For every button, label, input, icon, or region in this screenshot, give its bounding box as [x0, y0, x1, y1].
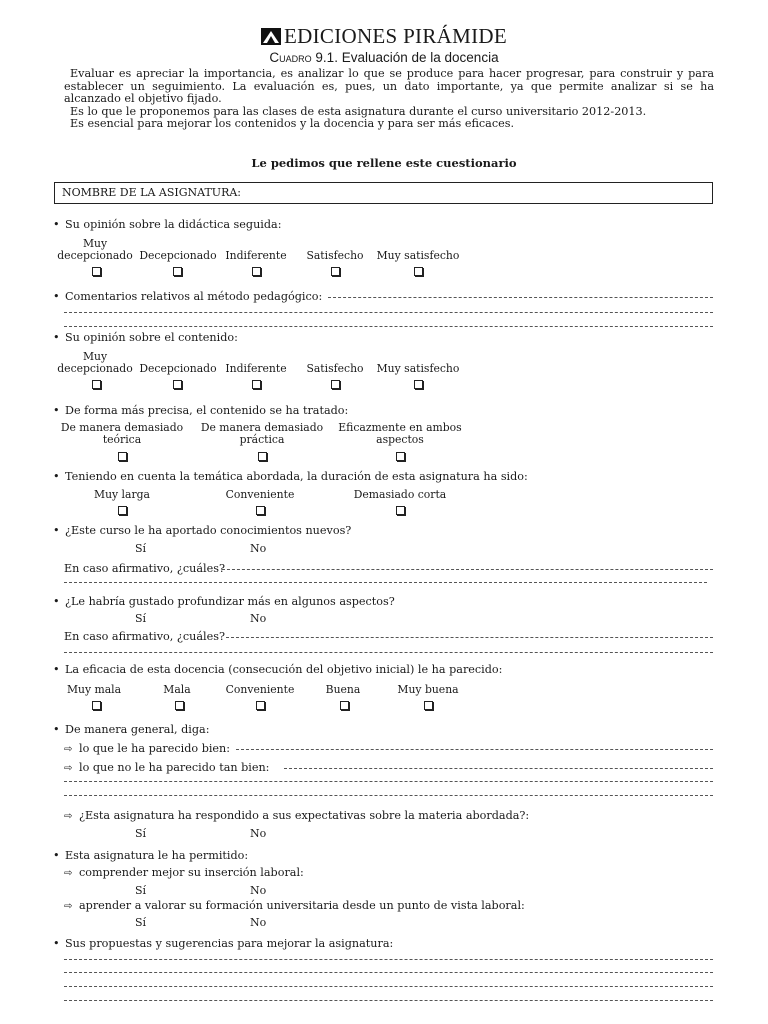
answer-line[interactable] [64, 312, 713, 313]
yes-option[interactable]: Sí [135, 827, 147, 840]
caption-title: Evaluación de la docencia [341, 50, 499, 65]
yes-option[interactable]: Sí [135, 612, 147, 625]
sub-item: ⇨ lo que no le ha parecido tan bien: [64, 761, 270, 774]
answer-line[interactable] [222, 569, 713, 570]
option-label: Mala [163, 683, 191, 696]
followup-label: En caso afirmativo, ¿cuáles? [64, 630, 225, 643]
yes-option[interactable]: Sí [135, 542, 147, 555]
checkbox[interactable] [396, 506, 405, 515]
publisher-name: EDICIONES PIRÁMIDE [284, 24, 507, 48]
option-label: Demasiado corta [353, 488, 447, 501]
checkbox[interactable] [252, 267, 261, 276]
question-conocimientos: • ¿Este curso le ha aportado conocimientos nuevos? [53, 524, 352, 537]
answer-line[interactable] [64, 795, 713, 796]
question-duracion: • Teniendo en cuenta la temática abordada, la duración de esta asignatura ha sido: [53, 470, 528, 483]
checkbox[interactable] [331, 267, 340, 276]
checkbox[interactable] [256, 701, 265, 710]
question-contenido: • Su opinión sobre el contenido: [53, 331, 238, 344]
answer-line[interactable] [64, 959, 713, 960]
arrow-icon: ⇨ [64, 901, 73, 912]
option-label: De manera demasiado teórica [60, 421, 184, 446]
option-label: Eficazmente en ambos aspectos [338, 421, 462, 446]
answer-line[interactable] [284, 768, 713, 769]
no-option[interactable]: No [250, 542, 267, 555]
option-label: Muy larga [94, 488, 150, 501]
option-label: Indiferente [225, 249, 287, 262]
caption-label: Cuadro 9.1. [269, 50, 338, 65]
checkbox[interactable] [252, 380, 261, 389]
option-label: Muy satisfecho [376, 362, 460, 375]
no-option[interactable]: No [250, 612, 267, 625]
checkbox[interactable] [175, 701, 184, 710]
checkbox[interactable] [92, 701, 101, 710]
publisher-header [0, 24, 768, 51]
option-label: Muy decepcionado [57, 237, 133, 262]
answer-line[interactable] [64, 652, 713, 653]
answer-line[interactable] [64, 972, 713, 973]
intro-paragraph: Es esencial para mejorar los contenidos y la docencia y para ser más eficaces. [70, 117, 515, 131]
checkbox[interactable] [414, 267, 423, 276]
answer-line[interactable] [64, 326, 713, 327]
followup-label: En caso afirmativo, ¿cuáles? [64, 562, 225, 575]
intro-paragraph: Evaluar es apreciar la importancia, es analizar lo que se produce para hacer progresar, para construir y para establecer un seguimiento. La evaluación es, pues, un dato importante, ya que permite analizar si se ha alcanzado el objetivo fijado. [64, 67, 714, 106]
arrow-icon: ⇨ [64, 744, 73, 755]
no-option[interactable]: No [250, 916, 267, 929]
checkbox[interactable] [258, 452, 267, 461]
option-label: Conveniente [225, 488, 295, 501]
option-label: Conveniente [225, 683, 295, 696]
checkbox[interactable] [340, 701, 349, 710]
question-didactica: • Su opinión sobre la didáctica seguida: [53, 218, 282, 231]
option-label: Muy satisfecho [376, 249, 460, 262]
checkbox[interactable] [396, 452, 405, 461]
option-label: Satisfecho [306, 362, 364, 375]
option-label: Buena [325, 683, 361, 696]
checkbox[interactable] [173, 267, 182, 276]
sub-item: ⇨ ¿Esta asignatura ha respondido a sus expectativas sobre la materia abordada?: [64, 809, 530, 822]
question-general: • De manera general, diga: [53, 723, 210, 736]
no-option[interactable]: No [250, 827, 267, 840]
option-label: De manera demasiado práctica [200, 421, 324, 446]
arrow-icon: ⇨ [64, 868, 73, 879]
answer-line[interactable] [64, 781, 713, 782]
option-label: Muy buena [397, 683, 459, 696]
option-label: Indiferente [225, 362, 287, 375]
yes-option[interactable]: Sí [135, 884, 147, 897]
checkbox[interactable] [92, 380, 101, 389]
pyramid-logo-icon [261, 26, 281, 51]
instructions-heading: Le pedimos que rellene este cuestionario [251, 156, 517, 170]
checkbox[interactable] [173, 380, 182, 389]
checkbox[interactable] [331, 380, 340, 389]
question-permitido: • Esta asignatura le ha permitido: [53, 849, 249, 862]
no-option[interactable]: No [250, 884, 267, 897]
answer-line[interactable] [64, 582, 707, 583]
checkbox[interactable] [424, 701, 433, 710]
yes-option[interactable]: Sí [135, 916, 147, 929]
answer-line[interactable] [328, 297, 713, 298]
option-label: Decepcionado [139, 249, 217, 262]
answer-line[interactable] [64, 1000, 713, 1001]
question-eficacia: • La eficacia de esta docencia (consecución del objetivo inicial) le ha parecido: [53, 663, 503, 676]
sub-item: ⇨ lo que le ha parecido bien: [64, 742, 231, 755]
answer-line[interactable] [226, 637, 713, 638]
arrow-icon: ⇨ [64, 811, 73, 822]
option-label: Muy decepcionado [57, 350, 133, 375]
checkbox[interactable] [414, 380, 423, 389]
option-label: Muy mala [66, 683, 122, 696]
sub-item: ⇨ comprender mejor su inserción laboral: [64, 866, 304, 879]
checkbox[interactable] [256, 506, 265, 515]
option-label: Decepcionado [139, 362, 217, 375]
arrow-icon: ⇨ [64, 763, 73, 774]
checkbox[interactable] [118, 506, 127, 515]
checkbox[interactable] [92, 267, 101, 276]
intro-text [64, 68, 714, 131]
intro-paragraph: Es lo que le proponemos para las clases de esta asignatura durante el curso universitario 2012-2013. [70, 104, 647, 118]
question-propuestas: • Sus propuestas y sugerencias para mejorar la asignatura: [53, 937, 394, 950]
sub-item: ⇨ aprender a valorar su formación universitaria desde un punto de vista laboral: [64, 899, 525, 912]
caption [0, 50, 768, 65]
question-metodo: • Comentarios relativos al método pedagógico: [53, 290, 323, 303]
answer-line[interactable] [64, 986, 713, 987]
answer-line[interactable] [236, 749, 713, 750]
question-tratamiento: • De forma más precisa, el contenido se ha tratado: [53, 404, 349, 417]
option-label: Satisfecho [306, 249, 364, 262]
question-profundizar: • ¿Le habría gustado profundizar más en algunos aspectos? [53, 595, 395, 608]
checkbox[interactable] [118, 452, 127, 461]
subject-name-field[interactable]: NOMBRE DE LA ASIGNATURA: [54, 182, 713, 204]
